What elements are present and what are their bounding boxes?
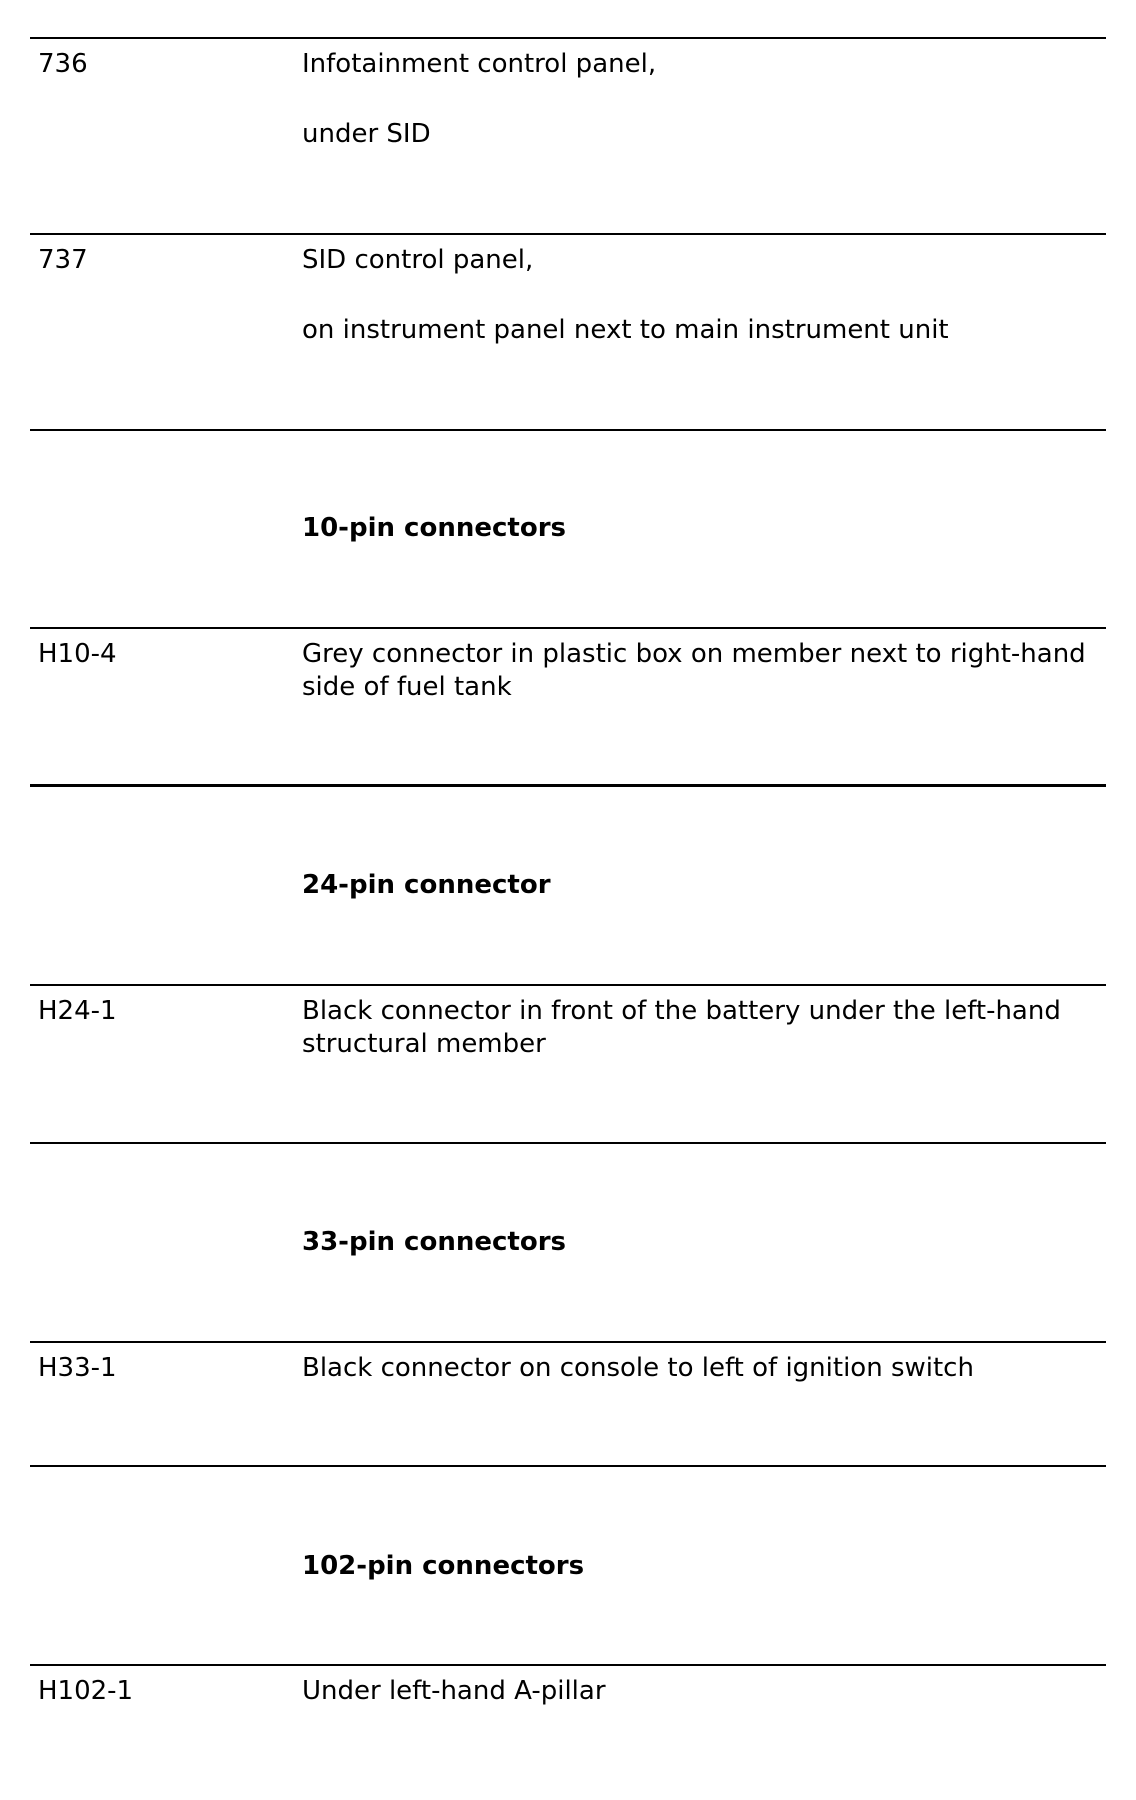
connector-code: H102-1 xyxy=(38,1676,134,1706)
table-rule xyxy=(30,1142,1106,1144)
connector-code: H24-1 xyxy=(38,996,117,1026)
component-location-detail: under SID xyxy=(302,119,431,149)
table-rule xyxy=(30,37,1106,39)
table-rule xyxy=(30,1341,1106,1343)
table-rule xyxy=(30,627,1106,629)
table-rule xyxy=(30,1465,1106,1467)
table-rule xyxy=(30,784,1106,787)
section-heading: 24-pin connector xyxy=(302,870,551,900)
section-heading: 102-pin connectors xyxy=(302,1551,585,1581)
table-rule xyxy=(30,233,1106,235)
connector-location: Black connector on console to left of ignition switch xyxy=(302,1353,974,1383)
connector-location-table xyxy=(30,0,1106,1800)
table-rule xyxy=(30,984,1106,986)
table-rule xyxy=(30,1664,1106,1666)
component-code: 737 xyxy=(38,245,88,275)
component-location: SID control panel, xyxy=(302,245,534,275)
connector-code: H33-1 xyxy=(38,1353,117,1383)
connector-code: H10-4 xyxy=(38,639,117,669)
section-heading: 10-pin connectors xyxy=(302,513,566,543)
connector-location: Under left-hand A-pillar xyxy=(302,1676,606,1706)
component-code: 736 xyxy=(38,49,88,79)
component-location-detail: on instrument panel next to main instrument unit xyxy=(302,315,949,345)
table-rule xyxy=(30,429,1106,431)
connector-location: Black connector in front of the battery under the left-hand structural member xyxy=(302,996,1061,1059)
connector-location: Grey connector in plastic box on member next to right-hand side of fuel tank xyxy=(302,639,1086,702)
component-location: Infotainment control panel, xyxy=(302,49,657,79)
section-heading: 33-pin connectors xyxy=(302,1227,566,1257)
